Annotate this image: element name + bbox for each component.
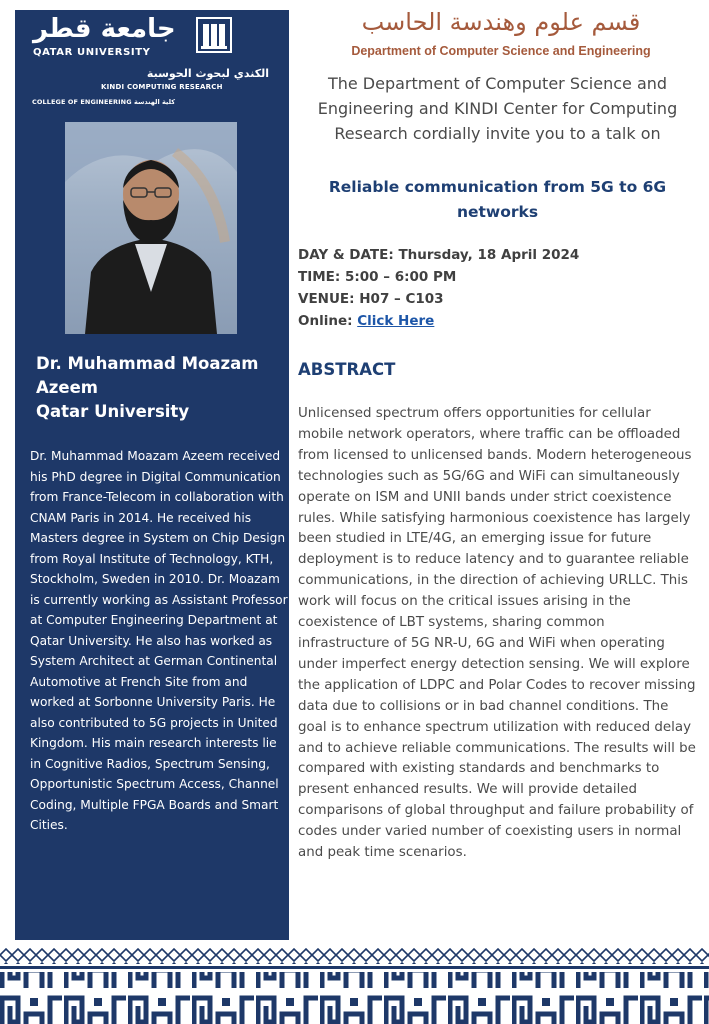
speaker-sidebar	[15, 10, 289, 940]
decorative-pattern-band	[0, 948, 709, 1024]
qatar-university-logo	[33, 14, 273, 64]
speaker-name-line1: Dr. Muhammad Moazam	[36, 354, 259, 373]
talk-title	[300, 175, 695, 225]
abstract-body: Unlicensed spectrum offers opportunities for cellular mobile network operators, where traffic can be offloaded from licensed to unlicensed bands. Modern heterogeneous technologies such as 5G/6G and WiFi can simultaneously operate on ISM and UNII bands under strict coexistence rules. While satisfying harmonious coexistence has largely been studied in LTE/4G, an emerging issue for future deployment is to reduce latency and to guarantee reliable communications, in the direction of achieving URLLC. This work will focus on the critical issues arising in the coexistence of LBT systems, sharing common infrastructure of 5G NR-U, 6G and WiFi when operating under imperfect energy detection sensing. We will explore the application of LDPC and Polar Codes to recover missing data due to collisions or in bad channel conditions. The goal is to enhance spectrum utilization with reduced delay and to achieve reliable communications. The results will be compared with existing standards and benchmarks to present enhanced results. We will provide detailed comparisons of global throughput and failure probability of codes under varied number of coexisting users in normal and peak time scenarios.	[298, 406, 696, 861]
invitation-text: The Department of Computer Science and Engineering and KINDI Center for Computing Research cordially invite you to a talk on	[317, 74, 678, 143]
speaker-portrait-icon	[65, 122, 237, 334]
university-emblem-icon	[195, 16, 233, 54]
speaker-affiliation: Qatar University	[36, 402, 190, 421]
event-time: TIME: 5:00 – 6:00 PM	[298, 269, 457, 285]
speaker-name-block	[36, 352, 281, 424]
speaker-photo	[65, 122, 237, 334]
talk-title-line1: Reliable communication from 5G to 6G	[328, 178, 667, 196]
event-details	[298, 244, 693, 332]
talk-title-line2: networks	[456, 203, 539, 221]
logo-english-text: QATAR UNIVERSITY	[33, 47, 151, 58]
abstract-heading: ABSTRACT	[298, 360, 396, 379]
speaker-bio: Dr. Muhammad Moazam Azeem received his PhD degree in Digital Communication from France-Telecom in collaboration with CNAM Paris in 2014. He received his Masters degree in System on Chip Design from Royal Institute of Technology, KTH, Stockholm, Sweden in 2010. Dr. Moazam is currently working as Assistant Professor at Computer Engineering Department at Qatar University. He also has worked as System Architect at German Continental Automotive at French Site from and worked at Sorbonne University Paris. He also contributed to 5G projects in United Kingdom. His main research interests lie in Cognitive Radios, Spectrum Sensing, Opportunistic Spectrum Access, Channel Coding, Multiple FPGA Boards and Smart Cities.	[30, 449, 288, 832]
event-venue: VENUE: H07 – C103	[298, 291, 444, 307]
logo-arabic-text: جامعة قطر	[33, 14, 176, 44]
department-english-title: Department of Computer Science and Engineering	[351, 44, 651, 58]
speaker-name-line2: Azeem	[36, 378, 98, 397]
online-label: Online:	[298, 313, 353, 329]
kindi-english: KINDI COMPUTING RESEARCH	[101, 83, 223, 91]
kindi-arabic: الكندي لبحوث الحوسبة	[146, 67, 269, 80]
department-arabic-title: قسم علوم وهندسة الحاسب	[361, 8, 641, 36]
event-date: DAY & DATE: Thursday, 18 April 2024	[298, 247, 580, 263]
online-link[interactable]: Click Here	[357, 313, 435, 329]
event-online	[298, 310, 693, 332]
college-of-engineering: COLLEGE OF ENGINEERING كلية الهندسة	[32, 98, 176, 106]
geometric-pattern-icon	[0, 948, 709, 1024]
